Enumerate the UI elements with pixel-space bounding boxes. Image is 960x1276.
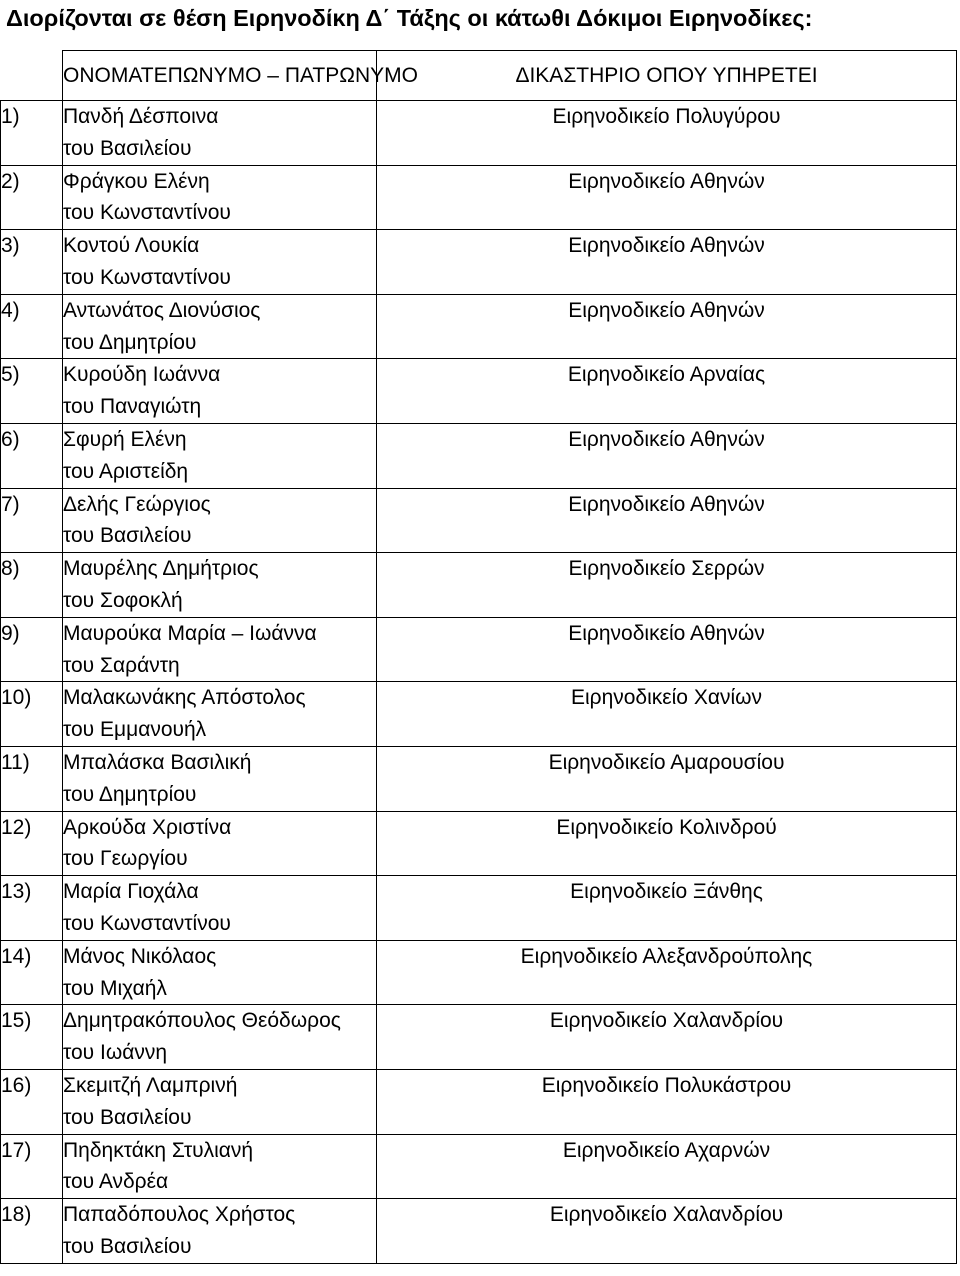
court-name: Ειρηνοδικείο Σερρών <box>377 553 957 618</box>
person-patronymic: του Σοφοκλή <box>63 588 183 612</box>
person-patronymic: του Σαράντη <box>63 653 180 677</box>
person-name: Αντωνάτος Διονύσιος <box>63 298 261 322</box>
person-cell <box>63 553 377 618</box>
person-name: Μαυρέλης Δημήτριος <box>63 557 259 581</box>
court-name: Ειρηνοδικείο Ξάνθης <box>377 876 957 941</box>
person-cell <box>63 230 377 295</box>
row-number: 7) <box>1 488 63 553</box>
person-patronymic: του Ανδρέα <box>63 1170 169 1194</box>
person-patronymic: του Βασιλείου <box>63 524 192 548</box>
person-name: Σκεμιτζή Λαμπρινή <box>63 1073 238 1097</box>
person-cell <box>63 876 377 941</box>
person-name: Μαυρούκα Μαρία – Ιωάννα <box>63 621 317 645</box>
person-cell <box>63 294 377 359</box>
court-name: Ειρηνοδικείο Πολυγύρου <box>377 101 957 166</box>
header-name: ΟΝΟΜΑΤΕΠΩΝΥΜΟ – ΠΑΤΡΩΝΥΜΟ <box>63 51 377 101</box>
table-row <box>1 553 957 618</box>
header-court: ΔΙΚΑΣΤΗΡΙΟ ΟΠΟΥ ΥΠΗΡΕΤΕΙ <box>377 51 957 101</box>
person-cell <box>63 940 377 1005</box>
table-row <box>1 876 957 941</box>
row-number: 17) <box>1 1134 63 1199</box>
person-patronymic: του Δημητρίου <box>63 330 197 354</box>
court-name: Ειρηνοδικείο Αθηνών <box>377 423 957 488</box>
table-body <box>1 101 957 1264</box>
row-number: 15) <box>1 1005 63 1070</box>
row-number: 1) <box>1 101 63 166</box>
person-name: Δελής Γεώργιος <box>63 492 211 516</box>
table-row <box>1 617 957 682</box>
table-row <box>1 811 957 876</box>
court-name: Ειρηνοδικείο Αχαρνών <box>377 1134 957 1199</box>
court-name: Ειρηνοδικείο Αθηνών <box>377 230 957 295</box>
court-name: Ειρηνοδικείο Αθηνών <box>377 165 957 230</box>
table-row <box>1 294 957 359</box>
row-number: 10) <box>1 682 63 747</box>
row-number: 2) <box>1 165 63 230</box>
court-name: Ειρηνοδικείο Αμαρουσίου <box>377 746 957 811</box>
header-number-cell <box>1 51 63 101</box>
table-row <box>1 1069 957 1134</box>
person-name: Πηδηκτάκη Στυλιανή <box>63 1138 254 1162</box>
person-patronymic: του Κωνσταντίνου <box>63 265 231 289</box>
table-row <box>1 1199 957 1264</box>
person-name: Μαλακωνάκης Απόστολος <box>63 686 306 710</box>
person-name: Φράγκου Ελένη <box>63 169 210 193</box>
table-row <box>1 423 957 488</box>
row-number: 18) <box>1 1199 63 1264</box>
person-patronymic: του Ιωάννη <box>63 1041 168 1065</box>
person-name: Αρκούδα Χριστίνα <box>63 815 232 839</box>
table-row <box>1 1005 957 1070</box>
court-name: Ειρηνοδικείο Κολινδρού <box>377 811 957 876</box>
court-name: Ειρηνοδικείο Αθηνών <box>377 294 957 359</box>
person-cell <box>63 1005 377 1070</box>
person-cell <box>63 423 377 488</box>
court-name: Ειρηνοδικείο Αρναίας <box>377 359 957 424</box>
court-name: Ειρηνοδικείο Χανίων <box>377 682 957 747</box>
person-patronymic: του Βασιλείου <box>63 1105 192 1129</box>
row-number: 14) <box>1 940 63 1005</box>
person-patronymic: του Εμμανουήλ <box>63 718 207 742</box>
person-cell <box>63 746 377 811</box>
person-name: Μπαλάσκα Βασιλική <box>63 750 252 774</box>
person-name: Δημητρακόπουλος Θεόδωρος <box>63 1009 341 1033</box>
person-cell <box>63 1069 377 1134</box>
appointments-table <box>0 50 957 1264</box>
person-name: Μαρία Γιοχάλα <box>63 880 199 904</box>
table-row <box>1 940 957 1005</box>
court-name: Ειρηνοδικείο Αθηνών <box>377 617 957 682</box>
table-row <box>1 746 957 811</box>
person-cell <box>63 682 377 747</box>
row-number: 6) <box>1 423 63 488</box>
table-row <box>1 359 957 424</box>
person-patronymic: του Βασιλείου <box>63 1234 192 1258</box>
person-cell <box>63 1134 377 1199</box>
row-number: 13) <box>1 876 63 941</box>
row-number: 12) <box>1 811 63 876</box>
person-name: Σφυρή Ελένη <box>63 427 187 451</box>
person-name: Πανδή Δέσποινα <box>63 105 219 128</box>
court-name: Ειρηνοδικείο Χαλανδρίου <box>377 1005 957 1070</box>
person-patronymic: του Κωνσταντίνου <box>63 911 231 935</box>
person-cell <box>63 165 377 230</box>
person-patronymic: του Δημητρίου <box>63 782 197 806</box>
person-cell <box>63 101 377 166</box>
page-title: Διορίζονται σε θέση Ειρηνοδίκη Δ΄ Τάξης οι κάτωθι Δόκιμοι Ειρηνοδίκες: <box>6 5 813 31</box>
row-number: 4) <box>1 294 63 359</box>
person-name: Κυρούδη Ιωάννα <box>63 363 221 387</box>
person-name: Κοντού Λουκία <box>63 234 200 258</box>
table-header-row <box>1 51 957 101</box>
table-row <box>1 1134 957 1199</box>
person-cell <box>63 617 377 682</box>
row-number: 16) <box>1 1069 63 1134</box>
court-name: Ειρηνοδικείο Πολυκάστρου <box>377 1069 957 1134</box>
person-patronymic: του Μιχαήλ <box>63 976 167 1000</box>
court-name: Ειρηνοδικείο Αθηνών <box>377 488 957 553</box>
person-patronymic: του Γεωργίου <box>63 847 188 871</box>
person-cell <box>63 1199 377 1264</box>
person-name: Μάνος Νικόλαος <box>63 944 217 968</box>
table-row <box>1 101 957 166</box>
row-number: 9) <box>1 617 63 682</box>
person-patronymic: του Αριστείδη <box>63 459 189 483</box>
person-cell <box>63 488 377 553</box>
table-row <box>1 682 957 747</box>
row-number: 3) <box>1 230 63 295</box>
person-patronymic: του Βασιλείου <box>63 136 192 160</box>
row-number: 11) <box>1 746 63 811</box>
court-name: Ειρηνοδικείο Χαλανδρίου <box>377 1199 957 1264</box>
table-row <box>1 488 957 553</box>
row-number: 8) <box>1 553 63 618</box>
court-name: Ειρηνοδικείο Αλεξανδρούπολης <box>377 940 957 1005</box>
person-cell <box>63 359 377 424</box>
row-number: 5) <box>1 359 63 424</box>
table-row <box>1 230 957 295</box>
table-row <box>1 165 957 230</box>
person-cell <box>63 811 377 876</box>
person-patronymic: του Κωνσταντίνου <box>63 201 231 225</box>
person-patronymic: του Παναγιώτη <box>63 395 202 419</box>
person-name: Παπαδόπουλος Χρήστος <box>63 1203 296 1227</box>
